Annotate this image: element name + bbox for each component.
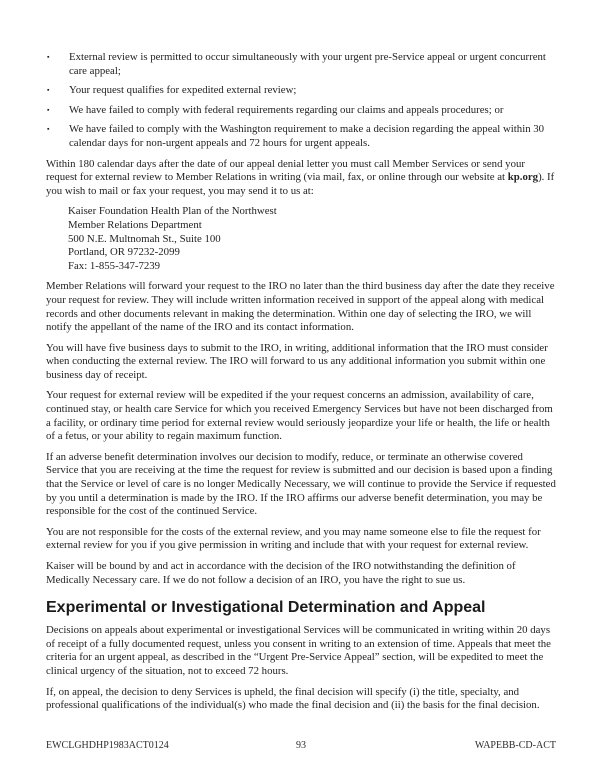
- bullet-text: We have failed to comply with the Washington requirement to make a decision regarding the appeal within 30 calendar days for non-urgent appeals and 72 hours for urgent appeals.: [69, 123, 545, 149]
- paragraph: You are not responsible for the costs of the external review, and you may name someone else to file the request for external review for you if you give permission in writing and include that with your request for external review.: [46, 525, 541, 552]
- list-item: [46, 123, 556, 150]
- intro-text-before: Within 180 calendar days after the date of our appeal denial letter you must call Member Services or send your request for external review to Member Relations in writing (via mail, fax, or online through our website at: [46, 157, 525, 184]
- paragraph-intro: [46, 158, 556, 199]
- address-line: Member Relations Department: [68, 218, 202, 231]
- section-heading: Experimental or Investigational Determination and Appeal: [46, 599, 486, 617]
- paragraph: If, on appeal, the decision to deny Services is upheld, the final decision will specify (i) the title, specialty, and professional qualifications of the individual(s) who made the final decision and (ii) the basis for the final decision.: [46, 685, 540, 712]
- bullet-icon: ▪: [47, 105, 50, 114]
- paragraph: If an adverse benefit determination involves our decision to modify, reduce, or terminate an otherwise covered Service that you are receiving at the time the request for review is submitted and our decision is based upon a finding that the Service or level of care is no longer Medically Necessary, we will continue to provide the Service if requested by you until a determination is made by the IRO. If the IRO affirms our adverse benefit determination, you may be responsible for the cost of the continued Service.: [46, 450, 556, 518]
- page-footer: [46, 740, 556, 752]
- list-item: [46, 104, 556, 118]
- address-line: Portland, OR 97232-2099: [68, 246, 180, 259]
- footer-page-number: 93: [296, 740, 306, 751]
- list-item: [46, 84, 556, 98]
- address-line: Kaiser Foundation Health Plan of the Northwest: [68, 205, 277, 218]
- address-line: Fax: 1-855-347-7239: [68, 259, 161, 272]
- intro-text-after: ). If you wish to mail or fax your request, you may send it to us at:: [46, 171, 555, 197]
- paragraph: You will have five business days to submit to the IRO, in writing, additional information that the IRO must consider when conducting the external review. The IRO will forward to us any additional information you submit within one business day of receipt.: [46, 341, 548, 381]
- website-link-text: kp.org: [507, 171, 539, 184]
- paragraph: Your request for external review will be expedited if the your request concerns an admission, availability of care, continued stay, or health care Service for which you received Emergency Services but have not been discharged from a facility, or ordinary time period for external review would seriously jeopardize your life or health, the life or health of a fetus, or your ability to regain maximum function.: [46, 389, 553, 443]
- bullet-text: External review is permitted to occur simultaneously with your urgent pre-Service appeal or urgent concurrent care appeal;: [69, 51, 546, 77]
- bullet-list: [46, 51, 556, 151]
- footer-form-code: WAPEBB-CD-ACT: [474, 740, 556, 751]
- paragraph: Member Relations will forward your request to the IRO no later than the third business day after the date they receive your request for review. They will include written information received in support of the appeal along with medical records and other documents relevant in making the determination. Within one day of selecting the IRO, we will notify the appellant of the name of the IRO and its contact information.: [46, 280, 555, 334]
- bullet-icon: ▪: [47, 125, 50, 134]
- bullet-text: We have failed to comply with federal requirements regarding our claims and appeals procedures; or: [69, 103, 504, 116]
- list-item: [46, 51, 556, 78]
- address-line: 500 N.E. Multnomah St., Suite 100: [68, 232, 221, 245]
- paragraph: Kaiser will be bound by and act in accordance with the decision of the IRO notwithstanding the definition of Medically Necessary care. If we do not follow a decision of an IRO, you have the right to sue us.: [46, 560, 516, 586]
- paragraph: Decisions on appeals about experimental or investigational Services will be communicated in writing within 20 days of receipt of a fully documented request, unless you consent in writing to an extension of time. Appeals that meet the criteria for an urgent appeal, as described in the “Urgent Pre-Service Appeal” section, will be expedited to meet the clinical urgency of the situation, not to exceed 72 hours.: [46, 624, 551, 677]
- bullet-icon: ▪: [47, 53, 50, 61]
- address-block: [46, 205, 556, 273]
- bullet-text: Your request qualifies for expedited external review;: [69, 84, 297, 97]
- bullet-icon: ▪: [47, 86, 50, 95]
- footer-doc-code: EWCLGHDHP1983ACT0124: [46, 740, 169, 751]
